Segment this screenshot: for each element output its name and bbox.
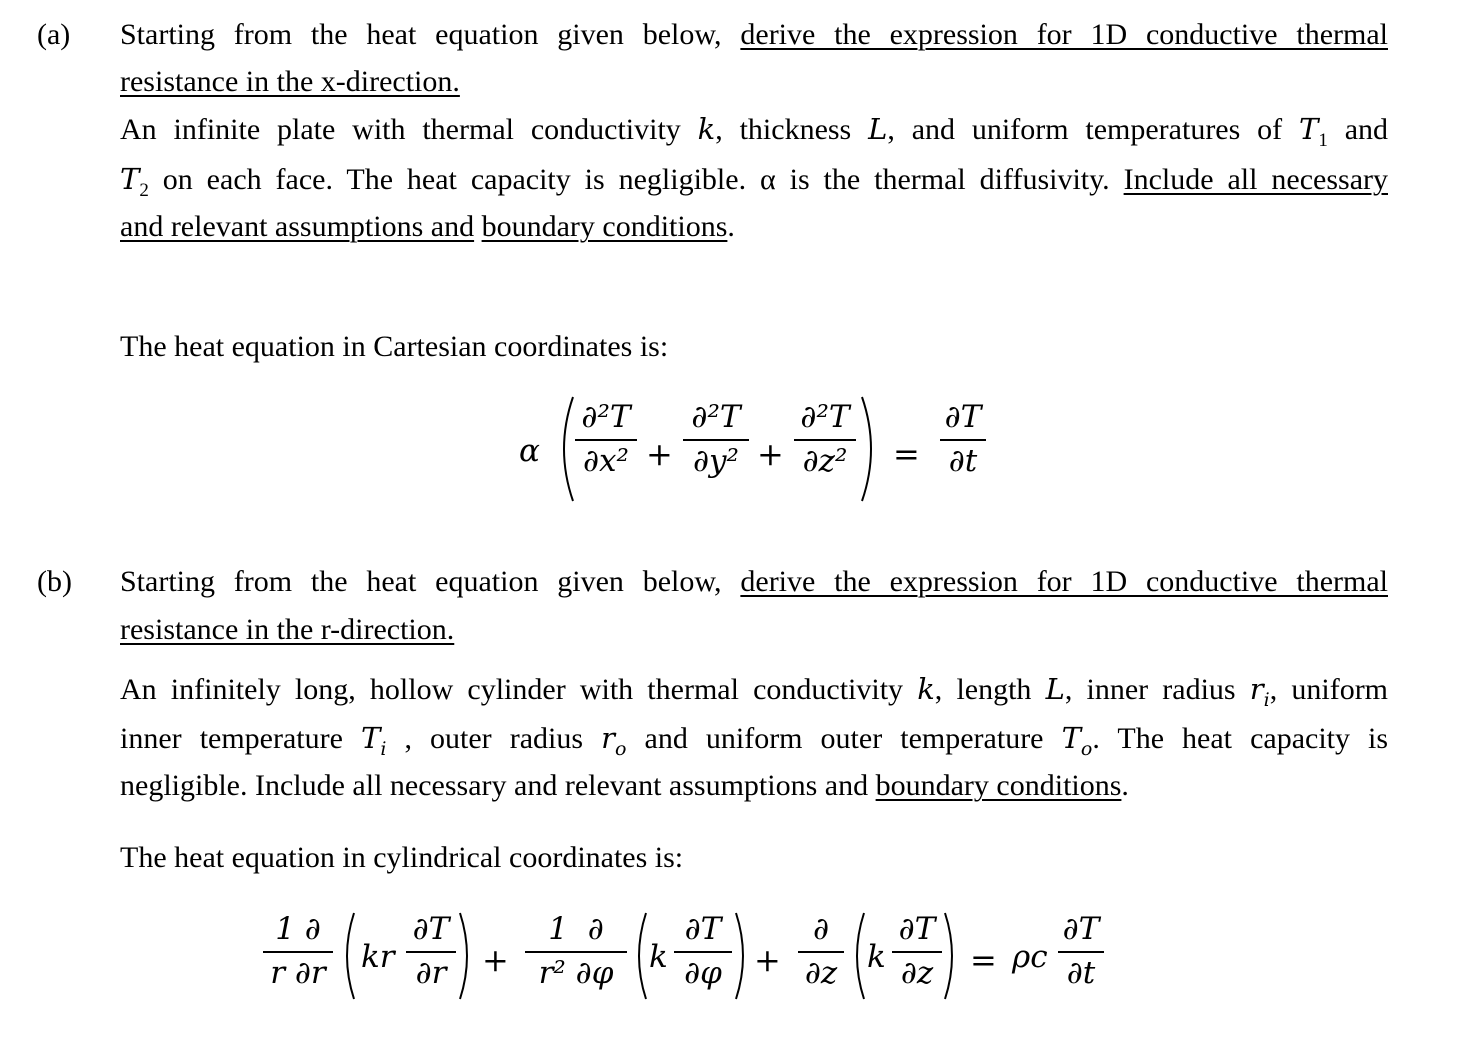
text: , outer radius (404, 722, 584, 755)
numerator: ∂²T (683, 402, 749, 441)
part-a-line-4 (120, 162, 1388, 201)
text: , and uniform temperatures of (887, 113, 1283, 146)
text: , uniform (1269, 673, 1389, 706)
denominator: ∂z (804, 955, 838, 991)
subscript: i (380, 738, 387, 760)
part-b-line-2 (120, 615, 1388, 645)
text: , thickness (715, 113, 852, 146)
subscript: 2 (139, 180, 149, 201)
text: , length (934, 673, 1032, 706)
part-b-label: (b) (37, 565, 72, 598)
fraction-1-over-r2-d-dphi (525, 911, 627, 991)
text: inner temperature (120, 722, 343, 755)
part-b-line-5 (120, 771, 1388, 801)
plus-sign: + (482, 941, 509, 979)
text: . (727, 210, 735, 243)
var-Ti (361, 721, 387, 760)
numerator: 1 ∂ (525, 914, 627, 953)
k-term: k (867, 939, 886, 975)
denominator: ∂z (900, 955, 934, 991)
denominator: ∂x² (583, 443, 629, 479)
var-T: T (1061, 721, 1081, 755)
subscript: o (1080, 738, 1093, 760)
left-paren (553, 394, 577, 504)
alpha-symbol: α (519, 433, 540, 469)
part-a-line-3 (120, 112, 1389, 151)
var-L: L (1045, 672, 1065, 706)
numerator: ∂T (940, 402, 986, 441)
text: , inner radius (1064, 673, 1236, 706)
plus-sign: + (754, 941, 781, 979)
var-T: T (120, 162, 140, 196)
part-a-intro-text: Starting from the heat equation given below, (120, 18, 722, 51)
part-a-line-2 (120, 67, 1388, 97)
subscript: o (614, 738, 627, 760)
numerator: ∂²T (575, 402, 637, 441)
part-a-task-text-cont: resistance in the x-direction. (120, 65, 460, 98)
underlined-text: boundary conditions (875, 769, 1122, 802)
right-paren (941, 910, 961, 1002)
k-term: k (649, 939, 668, 975)
rho-c-term: ρc (1012, 939, 1048, 975)
equals-sign: = (893, 435, 920, 473)
part-b-line-4 (120, 721, 1389, 760)
denominator: ∂r (415, 955, 447, 991)
part-a-line-1 (120, 20, 1388, 50)
fraction-dT-dt (1058, 911, 1104, 991)
left-paren (848, 910, 868, 1002)
numerator: ∂ (798, 914, 844, 953)
numerator: ∂T (1058, 914, 1104, 953)
var-ri (1249, 672, 1270, 711)
var-T: T (361, 721, 381, 755)
right-paren (858, 394, 882, 504)
fraction-d2T-dy2 (683, 399, 749, 479)
var-r: r (601, 721, 615, 755)
numerator: ∂²T (794, 402, 856, 441)
fraction-1-over-r-d-dr (263, 911, 333, 991)
text: An infinite plate with thermal conductivity (120, 113, 681, 146)
var-k: k (697, 112, 716, 146)
right-paren (456, 910, 476, 1002)
fraction-dT-dz (892, 911, 942, 991)
fraction-d2T-dz2 (794, 399, 856, 479)
right-paren (732, 910, 752, 1002)
var-L: L (868, 112, 888, 146)
var-k: k (917, 672, 935, 706)
part-a-line-5 (120, 212, 1388, 242)
left-paren (338, 910, 358, 1002)
fraction-dT-dphi (674, 911, 732, 991)
plus-sign: + (757, 435, 784, 473)
part-b-equation-intro: The heat equation in cylindrical coordinates is: (120, 841, 684, 874)
denominator: ∂z² (802, 443, 848, 479)
fraction-dT-dt (940, 399, 986, 479)
equals-sign: = (970, 941, 997, 979)
denominator: ∂t (1066, 955, 1096, 991)
text: . The heat capacity is (1092, 722, 1389, 755)
denominator: ∂t (948, 443, 978, 479)
var-To (1061, 721, 1093, 760)
fraction-d2T-dx2 (575, 399, 637, 479)
part-a-equation-intro: The heat equation in Cartesian coordinates is: (120, 330, 669, 363)
numerator: ∂T (892, 914, 942, 953)
part-b-line-3 (120, 672, 1389, 711)
part-a-task-text: derive the expression for 1D conductive thermal (740, 18, 1388, 51)
denominator: ∂φ (684, 955, 722, 991)
part-b-intro-text: Starting from the heat equation given below, (120, 565, 722, 598)
underlined-text: Include all necessary (1123, 163, 1388, 196)
part-b-line-1 (120, 567, 1388, 597)
part-b-task-text-cont: resistance in the r-direction. (120, 613, 455, 646)
text: negligible. Include all necessary and relevant assumptions and (120, 769, 869, 802)
text: An infinitely long, hollow cylinder with thermal conductivity (120, 673, 904, 706)
denominator: r² ∂φ (538, 955, 614, 991)
fraction-d-dz (798, 911, 844, 991)
numerator: 1 ∂ (263, 914, 333, 953)
var-T: T (1299, 112, 1319, 146)
fraction-dT-dr (406, 911, 456, 991)
text: and (1344, 113, 1389, 146)
numerator: ∂T (674, 914, 732, 953)
var-T1 (1299, 112, 1328, 151)
var-ro (601, 721, 627, 760)
denominator: r ∂r (270, 955, 326, 991)
denominator: ∂y² (693, 443, 739, 479)
part-b-task-text: derive the expression for 1D conductive thermal (740, 565, 1388, 598)
text: on each face. The heat capacity is negligible. α is the thermal diffusivity. (162, 163, 1110, 196)
var-T2 (120, 162, 149, 201)
underlined-text: and relevant assumptions and (120, 210, 475, 243)
plus-sign: + (646, 435, 673, 473)
part-a-label: (a) (37, 18, 71, 51)
kr-term: kr (361, 939, 395, 975)
var-r: r (1249, 672, 1264, 706)
subscript: 1 (1318, 130, 1328, 151)
numerator: ∂T (406, 914, 456, 953)
text: . (1121, 769, 1129, 802)
underlined-text: boundary conditions (481, 210, 728, 243)
left-paren (630, 910, 650, 1002)
subscript: i (1263, 689, 1270, 711)
text: and uniform outer temperature (644, 722, 1044, 755)
